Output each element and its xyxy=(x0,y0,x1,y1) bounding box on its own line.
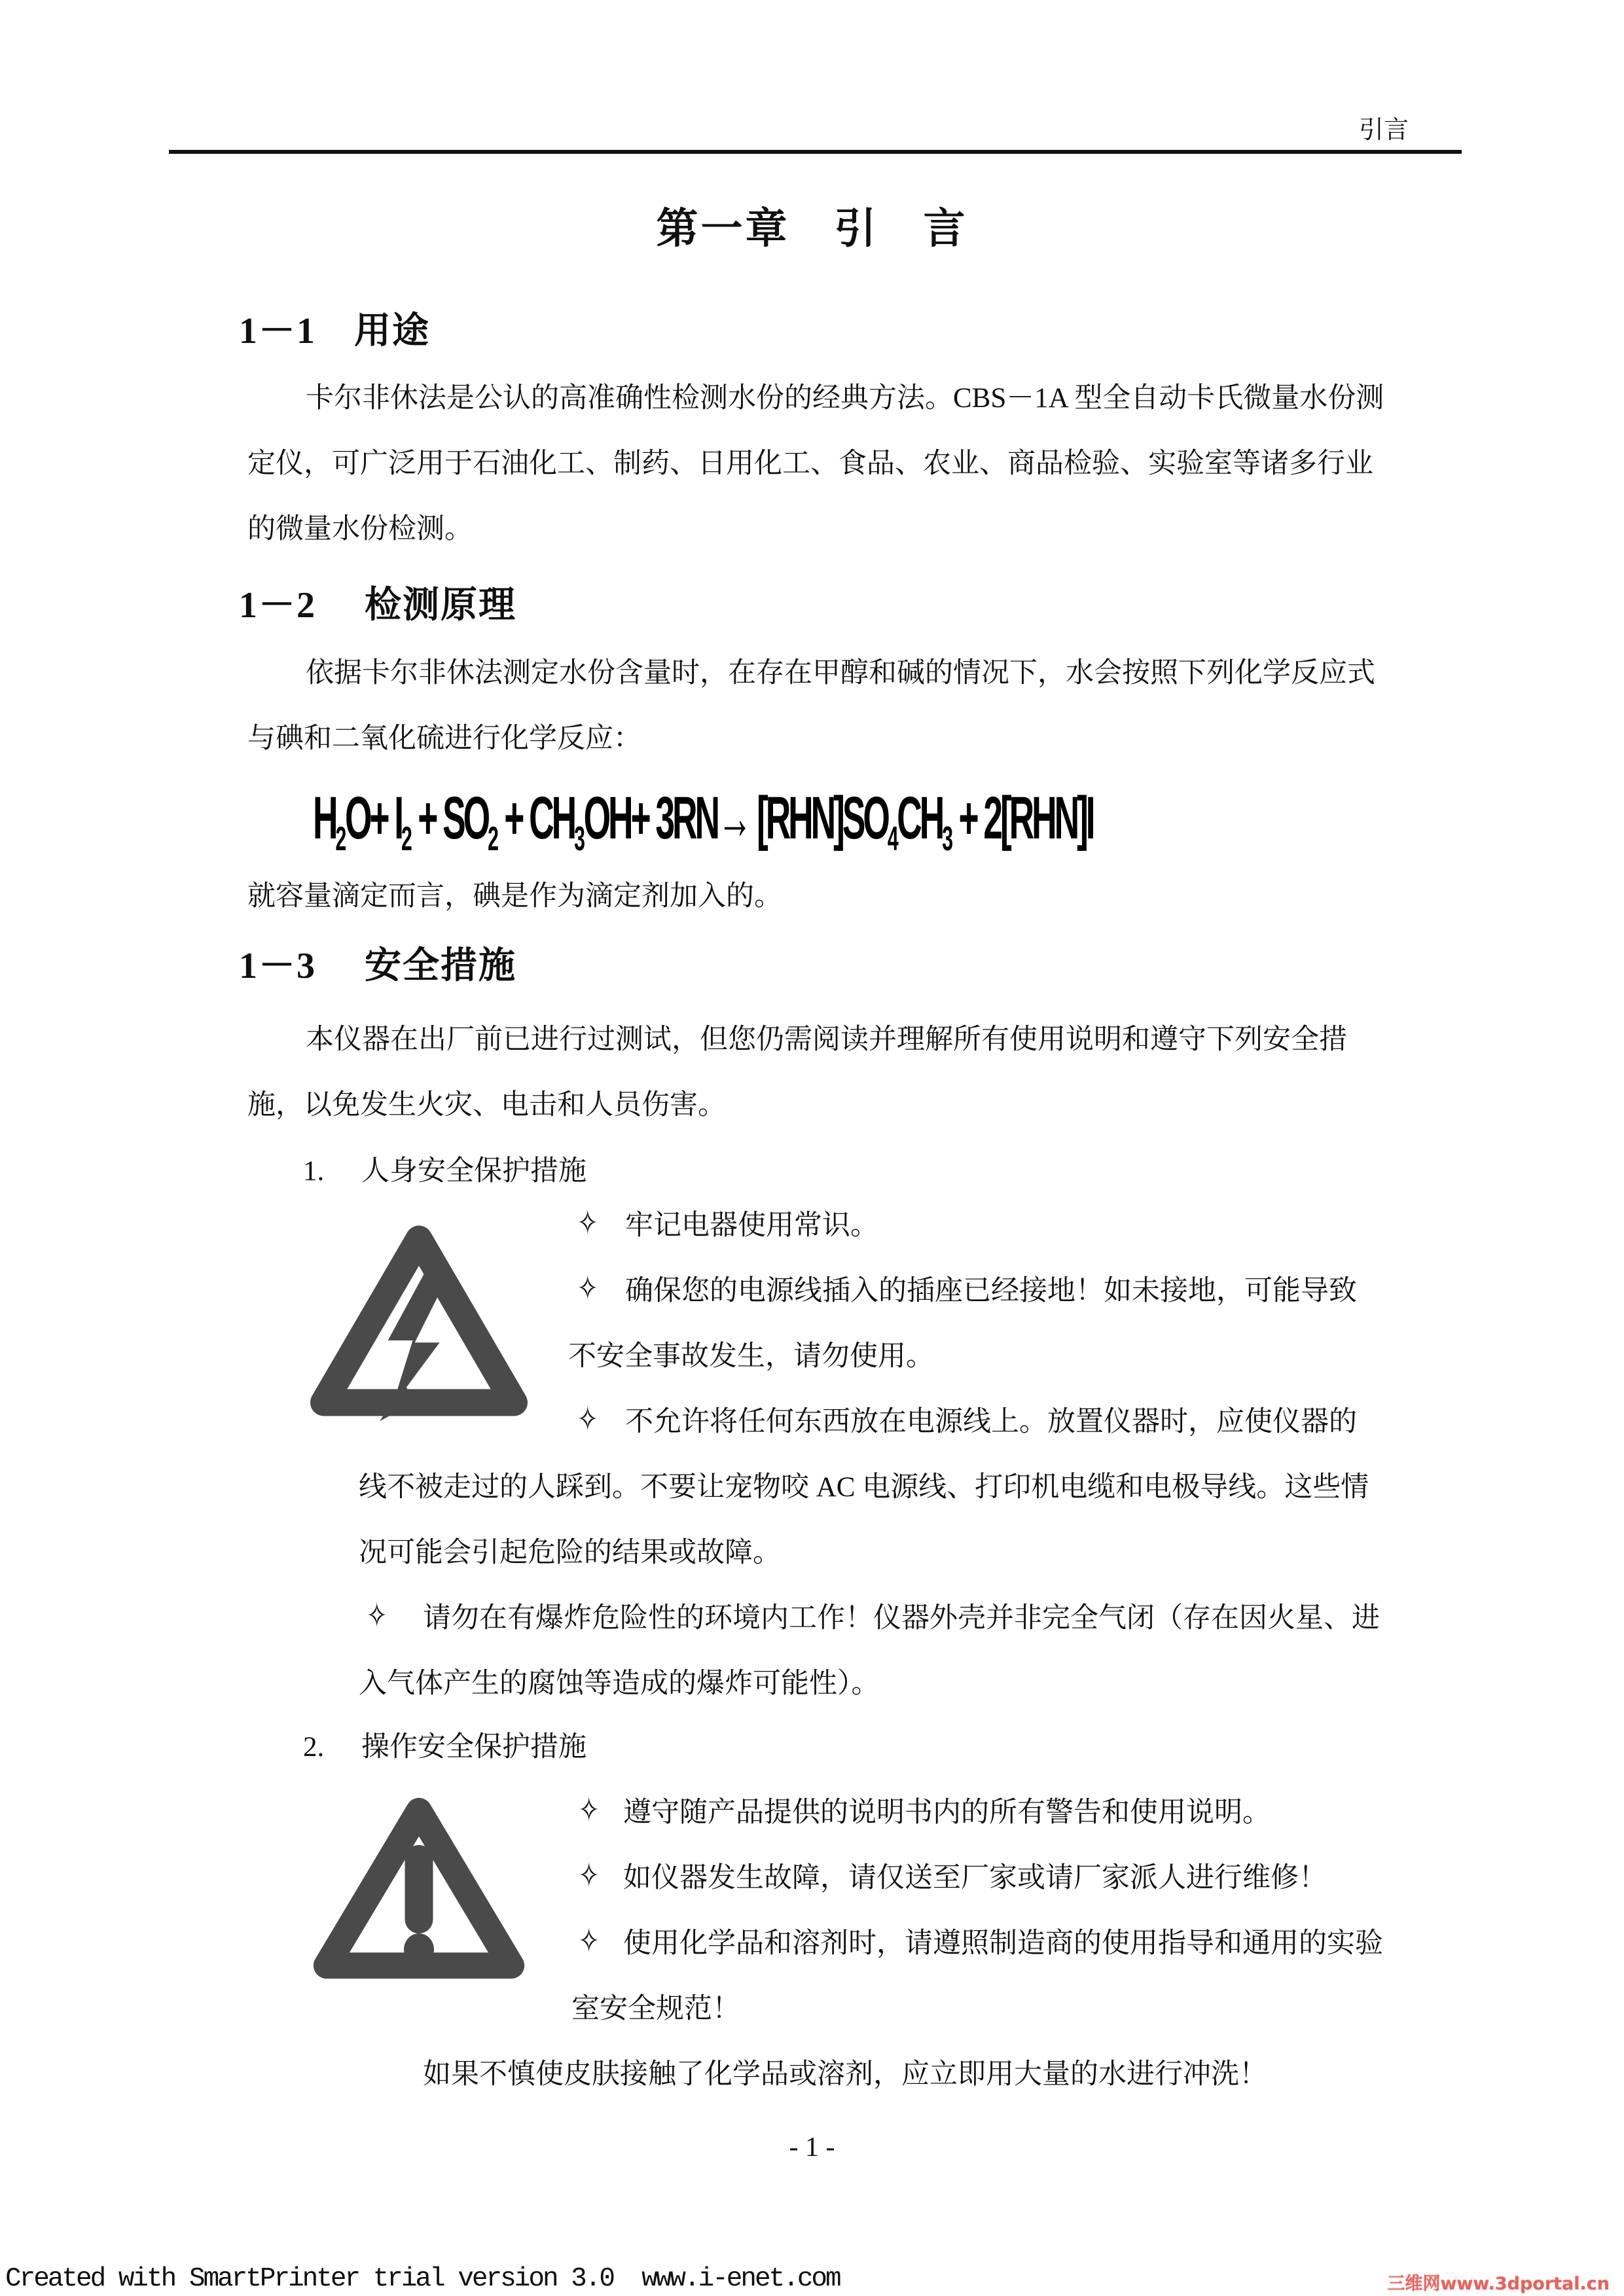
continuation-line: 室安全规范！ xyxy=(571,1994,740,2024)
body-line: 就容量滴定而言，碘是作为滴定剂加入的。 xyxy=(247,881,782,912)
header-rule xyxy=(169,150,1462,154)
continuation-line: 不安全事故发生，请勿使用。 xyxy=(568,1341,934,1372)
bullet-marker-icon: ✧ xyxy=(579,1791,600,1830)
body-line: 的微量水份检测。 xyxy=(247,514,473,545)
section-heading: 1－2 检测原理 xyxy=(239,585,516,626)
bullet-line: 请勿在有爆炸危险性的环境内工作！仪器外壳并非完全气闭（存在因火星、进 xyxy=(423,1603,1380,1634)
list-item-label: 人身安全保护措施 xyxy=(361,1156,586,1187)
high-voltage-warning-icon xyxy=(295,1212,543,1429)
bullet-line: 使用化学品和溶剂时，请遵照制造商的使用指导和通用的实验 xyxy=(623,1928,1383,1959)
warning-exclamation-icon xyxy=(295,1787,543,1990)
section-heading: 1－1 用途 xyxy=(239,311,430,351)
bullet-line: 确保您的电源线插入的插座已经接地！如未接地，可能导致 xyxy=(625,1276,1357,1306)
continuation-line: 况可能会引起危险的结果或故障。 xyxy=(359,1537,781,1568)
bullet-marker-icon: ✧ xyxy=(577,1269,598,1308)
bullet-line: 遵守随产品提供的说明书内的所有警告和使用说明。 xyxy=(623,1797,1271,1828)
bullet-marker-icon: ✧ xyxy=(577,1204,598,1243)
section-heading: 1－3 安全措施 xyxy=(239,946,516,986)
bullet-marker-icon: ✧ xyxy=(367,1596,388,1636)
body-line: 如果不慎使皮肤接触了化学品或溶剂，应立即用大量的水进行冲洗！ xyxy=(423,2059,1267,2090)
body-line: 本仪器在出厂前已进行过测试，但您仍需阅读并理解所有使用说明和遵守下列安全措 xyxy=(306,1024,1347,1055)
list-item-label: 操作安全保护措施 xyxy=(361,1732,586,1763)
body-line: 与碘和二氧化硫进行化学反应： xyxy=(247,723,641,754)
body-line: 依据卡尔非休法测定水份含量时，在存在甲醇和碱的情况下，水会按照下列化学反应式 xyxy=(306,658,1375,689)
continuation-line: 入气体产生的腐蚀等造成的爆炸可能性）。 xyxy=(359,1668,880,1699)
body-line: 卡尔非休法是公认的高准确性检测水份的经典方法。CBS－1A 型全自动卡氏微量水份测 xyxy=(306,383,1384,414)
bullet-marker-icon: ✧ xyxy=(579,1856,600,1895)
list-number: 2. xyxy=(303,1732,325,1763)
bullet-marker-icon: ✧ xyxy=(577,1400,598,1439)
bullet-marker-icon: ✧ xyxy=(579,1922,600,1961)
footer-note: Created with SmartPrinter trial version 3.0 www.i-enet.com xyxy=(5,2264,840,2294)
bullet-line: 如仪器发生故障，请仅送至厂家或请厂家派人进行维修！ xyxy=(623,1863,1327,1893)
bullet-line: 不允许将任何东西放在电源线上。放置仪器时，应使仪器的 xyxy=(625,1407,1357,1437)
body-line: 定仪，可广泛用于石油化工、制药、日用化工、食品、农业、商品检验、实验室等诸多行业 xyxy=(247,448,1373,479)
body-line: 施，以免发生火灾、电击和人员伤害。 xyxy=(247,1090,726,1121)
page-number: - 1 - xyxy=(789,2132,835,2162)
list-number: 1. xyxy=(303,1156,325,1187)
watermark: 三维网www.3dportal.cn xyxy=(1387,2274,1610,2294)
continuation-line: 线不被走过的人踩到。不要让宠物咬 AC 电源线、打印机电缆和电极导线。这些情 xyxy=(359,1472,1369,1503)
chapter-title: 第一章 引 言 xyxy=(656,206,968,252)
bullet-line: 牢记电器使用常识。 xyxy=(625,1210,878,1241)
chemical-equation: $H_2O+ I_2 + SO_2 + CH_3OH+ 3RN\to [RHN]SO_4CH_3 + 2[RHN]I$ xyxy=(313,785,1093,858)
header-label: 引言 xyxy=(1359,117,1409,144)
